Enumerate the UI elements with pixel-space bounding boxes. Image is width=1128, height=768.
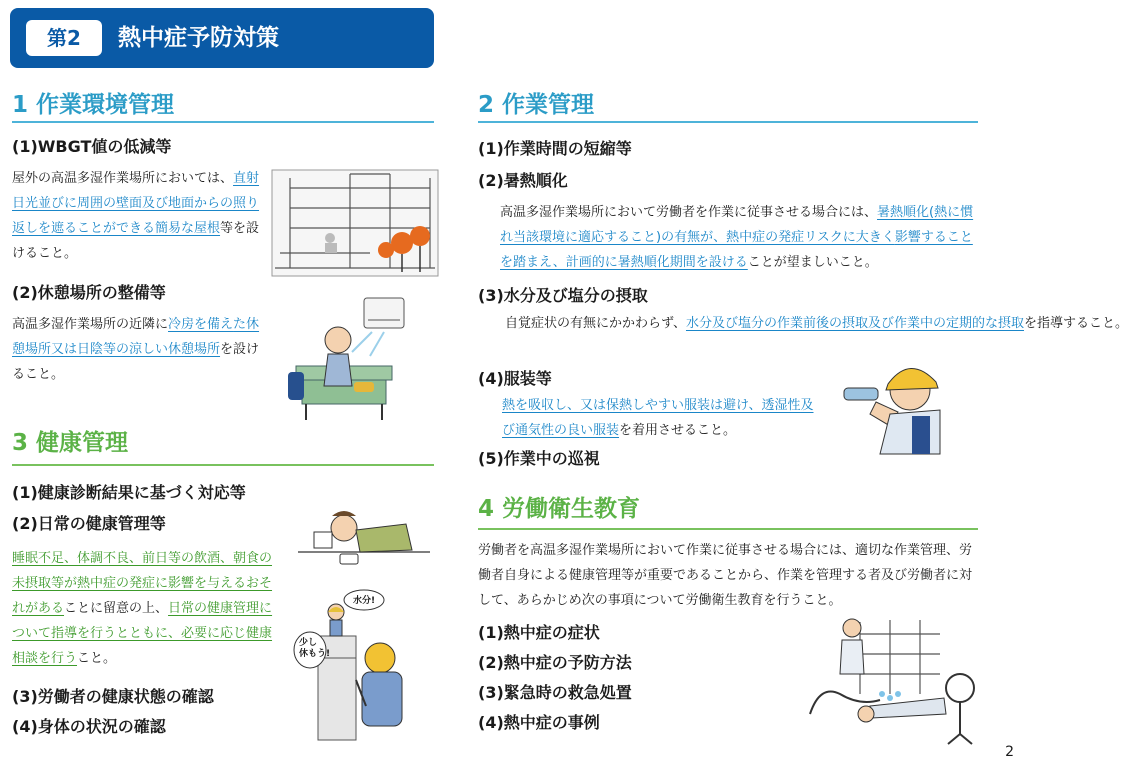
s2-sub4: (4)服装等 [478,369,552,388]
underlined-text: 睡眠不足、体調不良、前日等の飲酒、朝食の [12,551,273,566]
body-text: 高温多湿作業場所の近隣に [12,317,169,332]
chapter-badge: 第2 [26,20,102,56]
s2-paragraph-3 [502,393,826,443]
underlined-text: 日常の健康 [168,601,234,616]
s3-paragraph-1 [12,546,282,671]
emergency-care-illustration [800,614,986,746]
s3-sub4: (4)身体の状況の確認 [12,717,166,736]
section-3-rule [12,464,434,466]
s4-list-item: (3)緊急時の救急処置 [478,683,632,702]
underlined-text: 応じ健康相談を行う [12,626,273,666]
body-text: ことが望ましいこと。 [747,255,878,270]
body-text: 等を設けること。 [12,221,260,261]
s2-paragraph-2 [505,311,1128,336]
underlined-text: (熱に慣れ当該環境に適応すること)の有無が、熱中症の発症リスクに大きく [500,205,974,245]
air-conditioned-rest-area-illustration [282,296,432,426]
speech-bubble-rest: 少し 休もう! [299,638,331,659]
underlined-text: な屋根 [181,221,221,236]
s2-sub1: (1)作業時間の短縮等 [478,139,632,158]
section-2-header: 2 作業管理 [478,92,595,118]
page-number: 2 [1005,744,1014,760]
s1-sub1: (1)WBGT値の低減等 [12,137,172,156]
section-4-header: 4 労働衛生教育 [478,496,641,522]
underlined-text: 冷房を備え [168,317,234,332]
s4-list-item: (1)熱中症の症状 [478,623,600,642]
underlined-text: 熱を吸収し、又は保熱しやすい服装は避け、透湿性 [502,398,801,413]
s3-sub2: (2)日常の健康管理等 [12,514,166,533]
underlined-text: 管理について指導を行うとともに、必要に [12,601,273,641]
s2-sub5: (5)作業中の巡視 [478,449,600,468]
underlined-text: 暑熱順化 [877,205,930,220]
underlined-text: た休憩場所又は日陰等の涼しい休憩場 [12,317,260,357]
section-2-rule [478,121,978,123]
s2-paragraph-1 [500,200,978,275]
s3-sub3: (3)労働者の健康状態の確認 [12,687,214,706]
body-text: を指導すること。 [1024,316,1128,331]
underlined-text: 影響することを踏まえ、計画的に暑熱順化期間を設ける [500,230,973,270]
s1-paragraph-2 [12,312,264,387]
section-1-header: 1 作業環境管理 [12,92,175,118]
s2-sub2: (2)暑熱順化 [478,171,568,190]
body-text: を設けること。 [12,342,260,382]
section-banner [10,8,434,68]
underlined-text: 未摂取等が熱中症の発症に影響を与える [12,576,247,591]
shade-roof-illustration [270,168,440,278]
s4-list-item: (2)熱中症の予防方法 [478,653,632,672]
page-title: 熱中症予防対策 [118,25,279,51]
s1-paragraph-1 [12,166,264,266]
underlined-text: 及び通気性の良い服装 [502,398,814,438]
speech-bubble-water: 水分! [353,596,376,606]
underlined-text: 所 [207,342,221,357]
underlined-text: おそれがある [12,576,273,616]
drinking-worker-illustration [840,354,946,454]
section-1-rule [12,121,434,123]
s1-sub2: (2)休憩場所の整備等 [12,283,166,302]
s3-sub1: (1)健康診断結果に基づく対応等 [12,483,246,502]
body-text: を着用させること。 [619,423,737,438]
s2-sub3: (3)水分及び塩分の摂取 [478,286,648,305]
body-text: 自覚症状の有無にかかわらず、 [505,316,686,331]
s4-list-item: (4)熱中症の事例 [478,713,600,732]
s4-paragraph: 労働者を高温多湿作業場所において作業に従事させる場合には、適切な作業管理、労働者自身による健康管理等が重要であることから、作業を管理する者及び労働者に対して、あらかじめ次の事項について労働衛生教育を行うこと。 [478,543,973,608]
sick-worker-illustration [294,494,434,574]
body-text: 屋外の高温多湿作業場所においては、 [12,171,234,186]
underlined-text: 直射日光並びに周囲の壁面及び地面 [12,171,260,211]
body-text: 高温多湿作業場所において労働者を作業に従事させる場合には、 [500,205,878,220]
underlined-text: 及び作業中の定期的な摂取 [867,316,1024,331]
section-3-header: 3 健康管理 [12,430,129,456]
supervisor-check-illustration [296,588,406,740]
underlined-text: からの照り返しを遮ることができる簡易 [12,196,260,236]
underlined-text: 水分及び塩分の作業前後の摂取 [685,316,868,331]
body-text: ことに留意の上、 [64,601,169,616]
body-text: こと。 [77,651,117,666]
section-4-rule [478,528,978,530]
